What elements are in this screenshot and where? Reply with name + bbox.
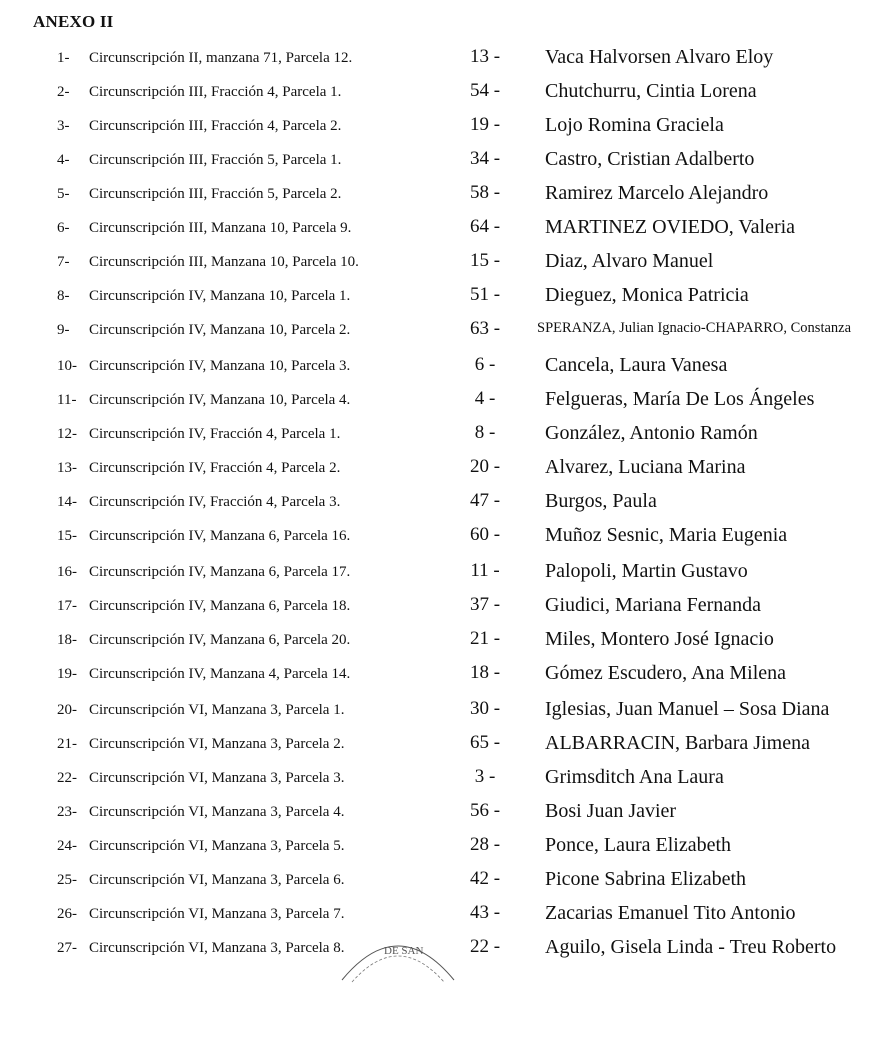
parcel-description: Circunscripción IV, Manzana 10, Parcela 2. bbox=[89, 322, 351, 338]
lot-code: 11 - bbox=[470, 560, 500, 581]
item-number: 27- bbox=[57, 940, 77, 956]
list-item bbox=[0, 558, 893, 588]
lot-code: 42 - bbox=[469, 868, 501, 889]
lot-code: 30 - bbox=[469, 698, 501, 719]
item-number: 6- bbox=[57, 220, 70, 236]
list-item bbox=[0, 900, 893, 930]
assignee-name: Aguilo, Gisela Linda - Treu Roberto bbox=[545, 936, 837, 958]
parcel-description: Circunscripción IV, Fracción 4, Parcela 2. bbox=[89, 460, 341, 476]
list-item bbox=[0, 420, 893, 450]
parcel-description: Circunscripción IV, Manzana 10, Parcela 4. bbox=[89, 392, 351, 408]
item-number: 25- bbox=[57, 872, 77, 888]
parcel-description: Circunscripción VI, Manzana 3, Parcela 3. bbox=[89, 770, 345, 786]
assignee-name: Zacarias Emanuel Tito Antonio bbox=[545, 902, 796, 924]
item-number: 8- bbox=[57, 288, 70, 304]
parcel-description: Circunscripción VI, Manzana 3, Parcela 6. bbox=[89, 872, 345, 888]
parcel-description: Circunscripción III, Fracción 5, Parcela 1. bbox=[89, 152, 342, 168]
lot-code: 43 - bbox=[469, 902, 501, 923]
parcel-description: Circunscripción VI, Manzana 3, Parcela 7. bbox=[89, 906, 345, 922]
lot-code: 4 - bbox=[474, 388, 496, 409]
list-item bbox=[0, 832, 893, 862]
assignee-name: Miles, Montero José Ignacio bbox=[545, 628, 774, 650]
lot-code: 58 - bbox=[469, 182, 501, 203]
assignee-name: Ramirez Marcelo Alejandro bbox=[545, 182, 769, 204]
parcel-description: Circunscripción III, Manzana 10, Parcela 9. bbox=[89, 220, 352, 236]
assignee-name: MARTINEZ OVIEDO, Valeria bbox=[545, 216, 796, 238]
lot-code: 60 - bbox=[469, 524, 501, 545]
item-number: 15- bbox=[57, 528, 77, 544]
assignee-name: Alvarez, Luciana Marina bbox=[545, 456, 746, 478]
list-item bbox=[0, 626, 893, 656]
assignee-name: Diaz, Alvaro Manuel bbox=[545, 250, 714, 272]
lot-code: 47 - bbox=[469, 490, 501, 511]
item-number: 10- bbox=[57, 358, 77, 374]
assignee-name: Felgueras, María De Los Ángeles bbox=[545, 388, 815, 410]
list-item bbox=[0, 934, 893, 964]
list-item bbox=[0, 386, 893, 416]
list-item bbox=[0, 764, 893, 794]
list-item bbox=[0, 282, 893, 312]
assignee-name: Ponce, Laura Elizabeth bbox=[545, 834, 732, 856]
assignee-name: Giudici, Mariana Fernanda bbox=[545, 594, 762, 616]
list-item bbox=[0, 248, 893, 278]
parcel-description: Circunscripción IV, Manzana 10, Parcela 1. bbox=[89, 288, 351, 304]
lot-code: 18 - bbox=[469, 662, 501, 683]
item-number: 12- bbox=[57, 426, 77, 442]
item-number: 17- bbox=[57, 598, 77, 614]
lot-code: 13 - bbox=[469, 46, 501, 67]
list-item bbox=[0, 866, 893, 896]
item-number: 4- bbox=[57, 152, 70, 168]
lot-code: 63 - bbox=[469, 318, 501, 339]
parcel-description: Circunscripción IV, Manzana 6, Parcela 17. bbox=[89, 564, 351, 580]
parcel-description: Circunscripción III, Fracción 4, Parcela 2. bbox=[89, 118, 342, 134]
parcel-description: Circunscripción VI, Manzana 3, Parcela 1. bbox=[89, 702, 345, 718]
list-item bbox=[0, 146, 893, 176]
lot-code: 28 - bbox=[469, 834, 501, 855]
item-number: 1- bbox=[57, 50, 70, 66]
assignee-name: Chutchurru, Cintia Lorena bbox=[545, 80, 757, 102]
list-item bbox=[0, 180, 893, 210]
parcel-description: Circunscripción III, Fracción 5, Parcela 2. bbox=[89, 186, 342, 202]
assignee-name: Grimsditch Ana Laura bbox=[545, 766, 724, 788]
lot-code: 64 - bbox=[469, 216, 501, 237]
parcel-description: Circunscripción VI, Manzana 3, Parcela 8. bbox=[89, 940, 345, 956]
lot-code: 22 - bbox=[469, 936, 501, 957]
lot-code: 56 - bbox=[469, 800, 501, 821]
assignee-name: Lojo Romina Graciela bbox=[545, 114, 724, 136]
assignee-name: Cancela, Laura Vanesa bbox=[545, 354, 728, 376]
list-item bbox=[0, 522, 893, 552]
lot-code: 8 - bbox=[474, 422, 496, 443]
stamp-text: DE SAN bbox=[384, 945, 424, 957]
item-number: 24- bbox=[57, 838, 77, 854]
lot-code: 6 - bbox=[474, 354, 496, 375]
parcel-description: Circunscripción IV, Manzana 6, Parcela 18. bbox=[89, 598, 351, 614]
item-number: 9- bbox=[57, 322, 70, 338]
lot-code: 54 - bbox=[469, 80, 501, 101]
parcel-description: Circunscripción IV, Manzana 4, Parcela 14. bbox=[89, 666, 351, 682]
item-number: 11- bbox=[57, 392, 77, 408]
list-item bbox=[0, 352, 893, 382]
item-number: 5- bbox=[57, 186, 70, 202]
lot-code: 34 - bbox=[469, 148, 501, 169]
lot-code: 19 - bbox=[469, 114, 501, 135]
assignee-name: Iglesias, Juan Manuel – Sosa Diana bbox=[545, 698, 830, 720]
item-number: 18- bbox=[57, 632, 77, 648]
item-number: 21- bbox=[57, 736, 77, 752]
item-number: 14- bbox=[57, 494, 77, 510]
lot-code: 51 - bbox=[469, 284, 501, 305]
lot-code: 20 - bbox=[469, 456, 501, 477]
item-number: 3- bbox=[57, 118, 70, 134]
lot-code: 65 - bbox=[469, 732, 501, 753]
item-number: 26- bbox=[57, 906, 77, 922]
item-number: 7- bbox=[57, 254, 70, 270]
parcel-description: Circunscripción II, manzana 71, Parcela 12. bbox=[89, 50, 353, 66]
list-item bbox=[0, 78, 893, 108]
assignee-name: Vaca Halvorsen Alvaro Eloy bbox=[545, 46, 774, 68]
parcel-description: Circunscripción VI, Manzana 3, Parcela 4. bbox=[89, 804, 345, 820]
parcel-description: Circunscripción III, Manzana 10, Parcela 10. bbox=[89, 254, 359, 270]
list-item bbox=[0, 44, 893, 74]
assignee-name: Palopoli, Martin Gustavo bbox=[545, 560, 748, 582]
list-item bbox=[0, 730, 893, 760]
assignee-name: Burgos, Paula bbox=[545, 490, 657, 512]
lot-code: 37 - bbox=[469, 594, 501, 615]
assignee-name: SPERANZA, Julian Ignacio-CHAPARRO, Constanza bbox=[537, 320, 852, 336]
assignee-name: González, Antonio Ramón bbox=[545, 422, 758, 444]
list-item bbox=[0, 488, 893, 518]
list-item bbox=[0, 112, 893, 142]
item-number: 20- bbox=[57, 702, 77, 718]
item-number: 16- bbox=[57, 564, 77, 580]
lot-code: 15 - bbox=[469, 250, 501, 271]
item-number: 23- bbox=[57, 804, 77, 820]
assignee-name: Dieguez, Monica Patricia bbox=[545, 284, 749, 306]
list-item bbox=[0, 454, 893, 484]
assignee-name: Picone Sabrina Elizabeth bbox=[545, 868, 747, 890]
parcel-description: Circunscripción IV, Fracción 4, Parcela 3. bbox=[89, 494, 341, 510]
parcel-description: Circunscripción VI, Manzana 3, Parcela 5. bbox=[89, 838, 345, 854]
list-item bbox=[0, 660, 893, 690]
assignee-name: ALBARRACIN, Barbara Jimena bbox=[545, 732, 810, 754]
list-item bbox=[0, 592, 893, 622]
parcel-description: Circunscripción IV, Fracción 4, Parcela 1. bbox=[89, 426, 341, 442]
parcel-description: Circunscripción IV, Manzana 10, Parcela 3. bbox=[89, 358, 351, 374]
list-item bbox=[0, 214, 893, 244]
page-title: ANEXO II bbox=[33, 12, 114, 31]
item-number: 19- bbox=[57, 666, 77, 682]
item-number: 22- bbox=[57, 770, 77, 786]
parcel-description: Circunscripción IV, Manzana 6, Parcela 16. bbox=[89, 528, 351, 544]
assignee-name: Bosi Juan Javier bbox=[545, 800, 677, 822]
assignee-name: Gómez Escudero, Ana Milena bbox=[545, 662, 787, 684]
assignee-name: Castro, Cristian Adalberto bbox=[545, 148, 755, 170]
list-item bbox=[0, 798, 893, 828]
parcel-description: Circunscripción VI, Manzana 3, Parcela 2. bbox=[89, 736, 345, 752]
parcel-description: Circunscripción III, Fracción 4, Parcela 1. bbox=[89, 84, 342, 100]
list-item bbox=[0, 696, 893, 726]
lot-code: 21 - bbox=[469, 628, 501, 649]
list-item bbox=[0, 316, 893, 346]
lot-code: 3 - bbox=[474, 766, 496, 787]
item-number: 13- bbox=[57, 460, 77, 476]
assignee-name: Muñoz Sesnic, Maria Eugenia bbox=[545, 524, 788, 546]
item-number: 2- bbox=[57, 84, 70, 100]
parcel-description: Circunscripción IV, Manzana 6, Parcela 20. bbox=[89, 632, 351, 648]
